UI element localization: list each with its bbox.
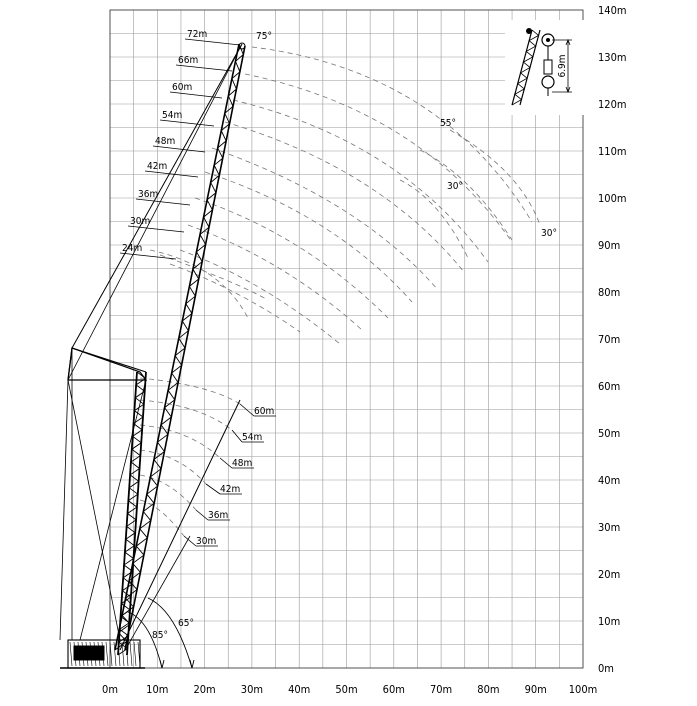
y-tick-label: 70m [598, 333, 621, 346]
y-tick-label: 0m [598, 662, 614, 675]
leader-line [232, 430, 242, 442]
range-curve [140, 400, 232, 430]
range-curve [140, 425, 220, 458]
inset-tip [526, 28, 532, 34]
leader-line [184, 536, 196, 546]
strut-frame [68, 348, 146, 380]
y-tick-label: 60m [598, 380, 621, 393]
x-tick-label: 90m [524, 683, 547, 696]
strut-back [68, 348, 72, 380]
inset-dimension-label: 6.9m [557, 54, 568, 78]
range-curve [140, 378, 240, 404]
jib-length-label: 30m [196, 536, 217, 547]
range-curve [205, 172, 412, 302]
leader-line [196, 510, 208, 520]
boom-length-label: 60m [172, 82, 193, 93]
jib-length-label: 54m [242, 432, 263, 443]
x-tick-label: 70m [429, 683, 453, 696]
boom-length-label: 42m [147, 161, 168, 172]
backstay-line [68, 380, 120, 640]
counterweight [74, 646, 104, 660]
x-tick-label: 30m [240, 683, 264, 696]
leader-line [185, 39, 240, 45]
y-tick-label: 140m [598, 4, 627, 17]
range-curve [420, 150, 512, 240]
inset-sheave-hub [546, 38, 550, 42]
jib-length-label: 48m [232, 458, 253, 469]
x-tick-label: 10m [146, 683, 169, 696]
boom-length-label: 24m [122, 243, 143, 254]
range-curve [188, 225, 362, 330]
pendant-line [68, 44, 242, 380]
jib-line [120, 400, 240, 650]
range-curve [245, 74, 512, 242]
jib-angle-label: 55° [440, 118, 456, 129]
leader-line [160, 120, 214, 126]
jib-length-label: 60m [254, 406, 275, 417]
boom-length-label: 36m [138, 189, 159, 200]
range-curve [150, 250, 248, 318]
jib-angle-label: 30° [447, 181, 463, 192]
jib-angle-label-65: 65° [178, 618, 194, 629]
leader-line [120, 253, 176, 259]
leader-line [176, 65, 232, 71]
boom-length-label: 72m [187, 29, 208, 40]
x-tick-label: 40m [288, 683, 311, 696]
y-tick-label: 10m [598, 615, 621, 628]
x-tick-label: 0m [102, 683, 118, 696]
y-tick-label: 20m [598, 568, 621, 581]
length-labels [120, 29, 557, 547]
y-tick-label: 50m [598, 427, 621, 440]
arrow-tip [160, 660, 164, 668]
y-tick-label: 30m [598, 521, 621, 534]
boom-length-label: 54m [162, 110, 183, 121]
jib-angle-label: 30° [541, 228, 557, 239]
boom-length-label: 48m [155, 136, 176, 147]
leader-line [220, 458, 232, 468]
x-tick-label: 50m [335, 683, 358, 696]
y-tick-label: 130m [598, 51, 627, 64]
jib-angle-label-85: 85° [152, 630, 168, 641]
boom-length-label: 66m [178, 55, 199, 66]
y-tick-label: 100m [598, 192, 627, 205]
range-curve [252, 47, 532, 222]
jib-length-label: 42m [220, 484, 241, 495]
boom-length-label: 30m [130, 216, 151, 227]
x-tick-label: 80m [477, 683, 500, 696]
x-tick-label: 100m [568, 683, 598, 696]
working-range-curves [140, 47, 540, 536]
y-tick-label: 110m [598, 145, 627, 158]
jib-length-label: 36m [208, 510, 229, 521]
y-tick-label: 40m [598, 474, 621, 487]
range-curve [195, 198, 388, 318]
leader-line [128, 226, 184, 232]
y-tick-label: 80m [598, 286, 621, 299]
range-curve [450, 130, 540, 225]
leader-line [145, 171, 198, 177]
inset-detail [505, 20, 585, 115]
boom-angle-label: 75° [256, 31, 272, 42]
range-curve [225, 122, 464, 272]
y-tick-label: 90m [598, 239, 621, 252]
arrow-tip [190, 660, 194, 668]
x-tick-label: 20m [193, 683, 216, 696]
y-tick-label: 120m [598, 98, 627, 111]
leader-line [206, 484, 220, 494]
backstay-line [60, 380, 68, 640]
range-curve [180, 250, 340, 344]
x-tick-label: 60m [382, 683, 405, 696]
leader-line [136, 199, 190, 205]
